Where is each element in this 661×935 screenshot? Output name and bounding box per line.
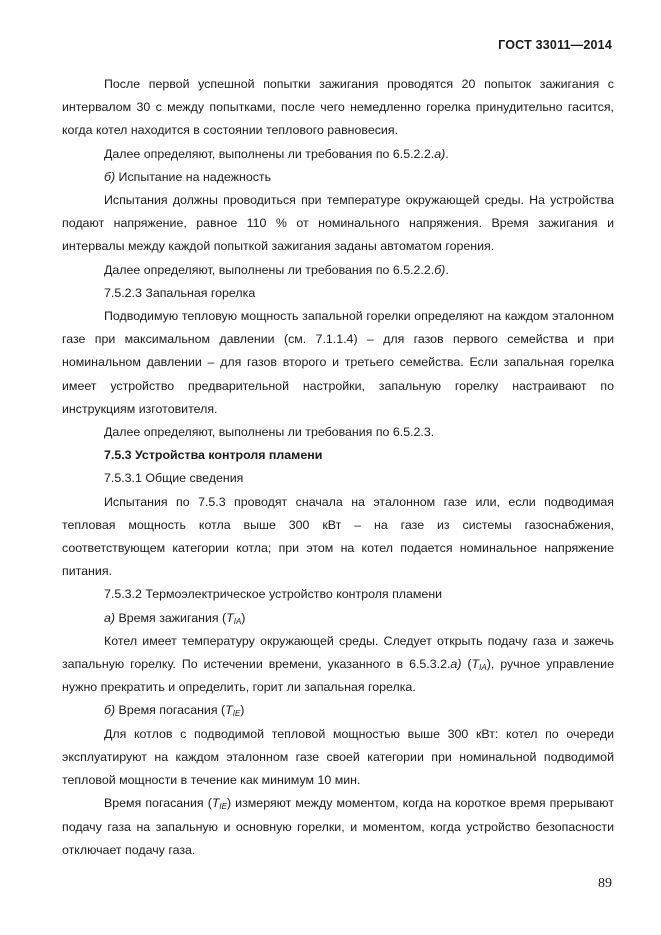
subheading-extinction-time: б) Время погасания $(T_{IE})$	[104, 703, 245, 719]
section-heading-general: 7.5.3.1 Общие сведения	[104, 471, 244, 486]
section-heading-flame-control: 7.5.3 Устройства контроля пламени	[104, 448, 323, 463]
paragraph-extinction-measurement: Время погасания $(T_{IE})$ измеряют между моментом, когда на короткое время прерывают подачу газа на запальную и основную горелки, и моментом, когда устройство безопасности отключает подачу газа.	[62, 796, 614, 857]
paragraph-general: Испытания по 7.5.3 проводят сначала на эталонном газе или, если подводимая тепловая мощность котла выше 300 кВт – на газе из системы газоснабжения, соответствующем категории котла; при этом на котел подается номинальное напряжение питания.	[62, 494, 614, 579]
paragraph-pilot-burner: Подводимую тепловую мощность запальной горелки определяют на каждом эталонном газе при максимальном давлении (см. 7.1.1.4) – для газов первого семейства и при номинальном давлении – для газов второго и третьего семейства. Если запальная горелка имеет устройство предварительной настройки, запальную горелку настраивают по инструкциям изготовителя.	[62, 309, 614, 416]
paragraph-check-requirements-b: Далее определяют, выполнены ли требования по 6.5.2.2.б).	[104, 262, 449, 277]
subheading-reliability-test: б) Испытание на надежность	[104, 169, 272, 184]
paragraph-ignition-time: Котел имеет температуру окружающей среды. Следует открыть подачу газа и зажечь запальную горелку. По истечении времени, указанного в 6.5.3.2.а) $(T_{IA})$, ручное управление нужно прекратить и определить, горит ли запальная горелка.	[62, 633, 614, 695]
page-number: 89	[598, 876, 612, 891]
section-heading-pilot-burner: 7.5.2.3 Запальная горелка	[104, 285, 256, 300]
document-standard-number: ГОСТ 33011—2014	[498, 38, 612, 52]
section-heading-thermoelectric: 7.5.3.2 Термоэлектрическое устройство контроля пламени	[104, 587, 443, 602]
paragraph-check-requirements-pilot: Далее определяют, выполнены ли требования по 6.5.2.3.	[104, 425, 435, 440]
paragraph-reliability-test: Испытания должны проводиться при температуре окружающей среды. На устройства подают напряжение, равное 110 % от номинального напряжения. Время зажигания и интервалы между каждой попыткой зажигания заданы автоматом горения.	[62, 193, 614, 254]
paragraph-check-requirements-a: Далее определяют, выполнены ли требования по 6.5.2.2.а).	[104, 146, 449, 161]
paragraph-ignition-attempts: После первой успешной попытки зажигания проводятся 20 попыток зажигания с интервалом 30 с между попытками, после чего немедленно горелка принудительно гасится, когда котел находится в состоянии теплового равновесия.	[62, 77, 614, 138]
subheading-ignition-time: а) Время зажигания $(T_{IA})$	[104, 610, 246, 626]
paragraph-boilers-over-300kw: Для котлов с подводимой тепловой мощностью выше 300 кВт: котел по очереди эксплуатируют на каждом эталонном газе своей категории при номинальной подводимой тепловой мощности в течение как минимум 10 мин.	[62, 726, 614, 788]
document-body	[62, 73, 614, 862]
